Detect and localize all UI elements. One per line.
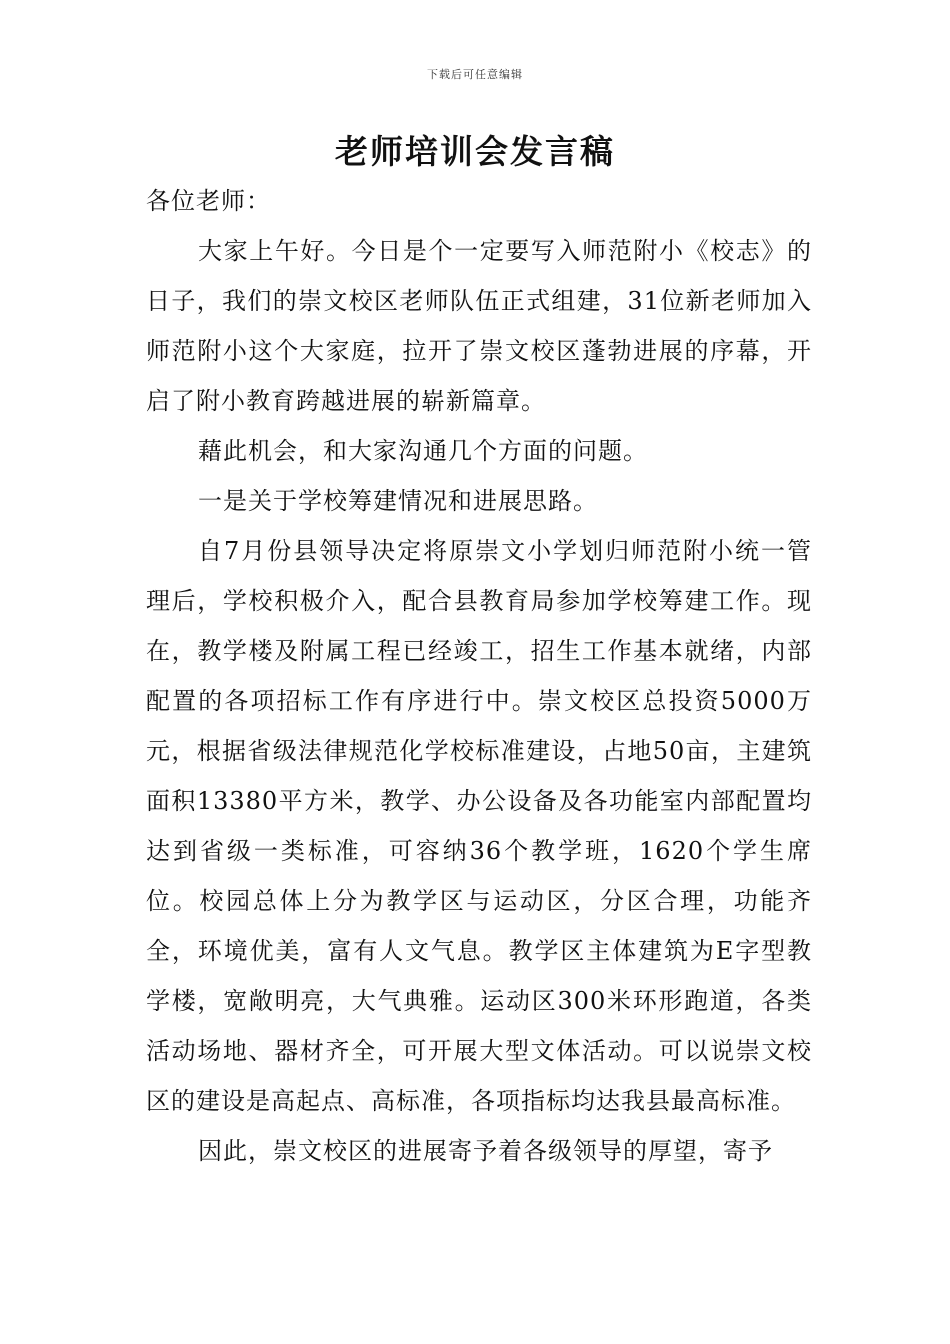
paragraph-5: 因此，崇文校区的进展寄予着各级领导的厚望，寄予 xyxy=(198,1137,773,1165)
document-body xyxy=(146,176,812,1176)
paragraph-4: 自7月份县领导决定将原崇文小学划归师范附小统一管理后，学校积极介入，配合县教育局参加学校筹建工作。现在，教学楼及附属工程已经竣工，招生工作基本就绪，内部配置的各项招标工作有序进行中。崇文校区总投资5000万元，根据省级法律规范化学校标准建设，占地50亩，主建筑面积13380平方米，教学、办公设备及各功能室内部配置均达到省级一类标准，可容纳36个教学班，1620个学生席位。校园总体上分为教学区与运动区，分区合理，功能齐全，环境优美，富有人文气息。教学区主体建筑为E字型教学楼，宽敞明亮，大气典雅。运动区300米环形跑道，各类活动场地、器材齐全，可开展大型文体活动。可以说崇文校区的建设是高起点、高标准，各项指标均达我县最高标准。 xyxy=(146,537,812,1115)
document-title: 老师培训会发言稿 xyxy=(335,132,615,171)
paragraph-3: 一是关于学校筹建情况和进展思路。 xyxy=(198,487,598,515)
paragraph-2: 藉此机会，和大家沟通几个方面的问题。 xyxy=(198,437,648,465)
paragraph-1: 大家上午好。今日是个一定要写入师范附小《校志》的日子，我们的崇文校区老师队伍正式组建，31位新老师加入师范附小这个大家庭，拉开了崇文校区蓬勃进展的序幕，开启了附小教育跨越进展的崭新篇章。 xyxy=(146,237,812,415)
header-note: 下载后可任意编辑 xyxy=(427,68,523,81)
salutation: 各位老师： xyxy=(146,187,271,215)
